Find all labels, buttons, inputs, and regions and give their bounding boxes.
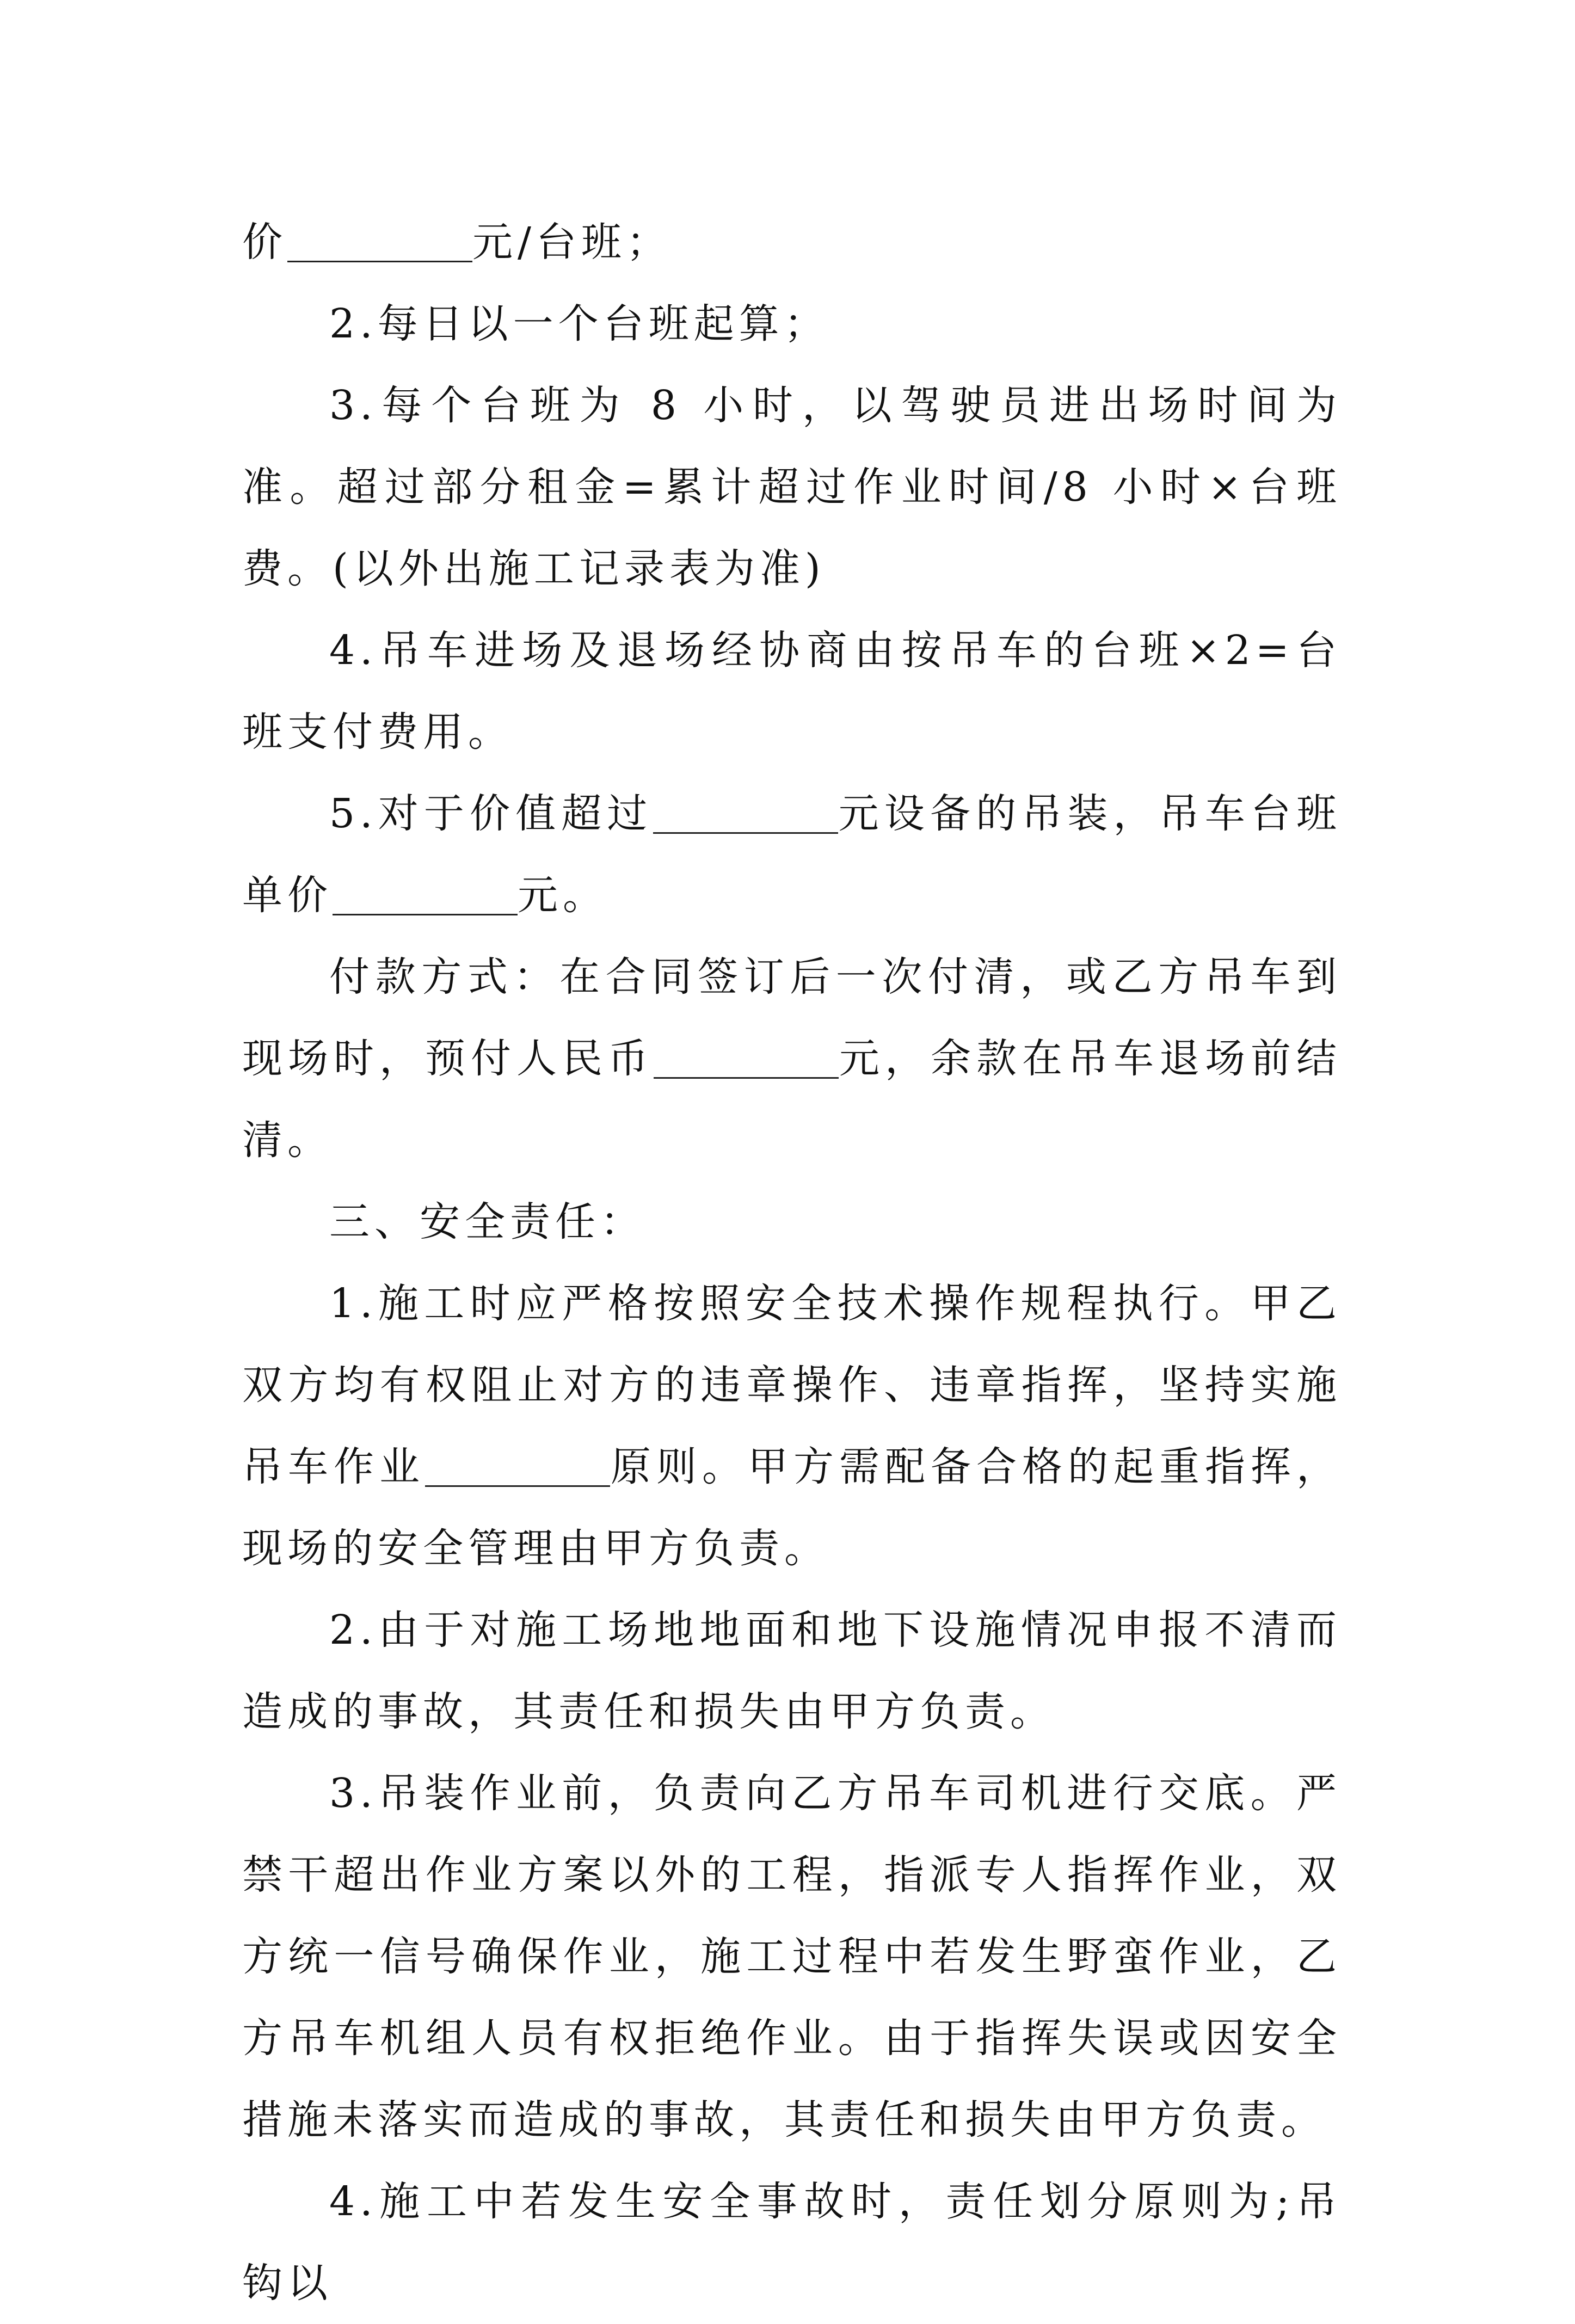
shift-hours-clause [242, 365, 1342, 610]
paragraph-text: 3.每个台班为 8 小时，以驾驶员进出场时间为准。超过部分租金=累计超过作业时间/8 小时×台班费。(以外出施工记录表为准) [242, 382, 1342, 592]
paragraph-text: 元/台班； [472, 219, 672, 266]
section-heading-safety [242, 1181, 1342, 1263]
section-title: 三、安全责任： [329, 1198, 645, 1245]
blank-equipment-value[interactable] [653, 794, 838, 834]
accident-liability-clause [242, 2161, 1342, 2324]
paragraph-text: 2.由于对施工场地地面和地下设施情况申报不清而造成的事故，其责任和损失由甲方负责。 [242, 1607, 1342, 1735]
blank-prepayment-amount[interactable] [654, 1039, 839, 1079]
blank-unit-price[interactable] [287, 223, 472, 262]
payment-method-clause [242, 936, 1342, 1181]
safety-regulations-clause [242, 1263, 1342, 1589]
paragraph-text: 价 [242, 219, 287, 266]
high-value-lifting-clause [242, 773, 1342, 936]
blank-special-unit-price[interactable] [333, 876, 518, 915]
paragraph-text: 2.每日以一个台班起算； [329, 300, 829, 347]
pre-operation-briefing-clause [242, 1753, 1342, 2161]
paragraph-text: 元，余款在吊车退场前结清。 [242, 1035, 1342, 1164]
contract-body [242, 201, 1342, 2324]
site-conditions-clause [242, 1589, 1342, 1753]
paragraph-text: 3.吊装作业前，负责向乙方吊车司机进行交底。严禁干超出作业方案以外的工程，指派专人指挥作业，双方统一信号确保作业，施工过程中若发生野蛮作业，乙方吊车机组人员有权拒绝作业。由于指挥失误或因安全措施未落实而造成的事故，其责任和损失由甲方负责。 [242, 1770, 1342, 2143]
paragraph-text: 4.吊车进场及退场经协商由按吊车的台班×2=台班支付费用。 [242, 627, 1342, 755]
paragraph-text: 4.施工中若发生安全事故时，责任划分原则为;吊钩以 [242, 2178, 1342, 2307]
daily-shift-clause [242, 283, 1342, 365]
blank-operation-principle[interactable] [425, 1447, 610, 1487]
rate-continuation-paragraph [242, 201, 1342, 283]
paragraph-text: 1.施工时应严格按照安全技术操作规程执行。甲乙双方均有权阻止对方的违章操作、违章指挥，坚持实施吊车作业 [242, 1280, 1342, 1490]
entry-exit-fee-clause [242, 610, 1342, 773]
paragraph-text: 付款方式：在合同签订后一次付清，或乙方吊车到现场时，预付人民币 [242, 954, 1342, 1082]
paragraph-text: 5.对于价值超过 [329, 790, 653, 837]
paragraph-text: 元设备的吊装，吊车台班单价 [242, 790, 1342, 919]
paragraph-text: 原则。甲方需配备合格的起重指挥，现场的安全管理由甲方负责。 [242, 1443, 1342, 1572]
paragraph-text: 元。 [518, 872, 608, 919]
